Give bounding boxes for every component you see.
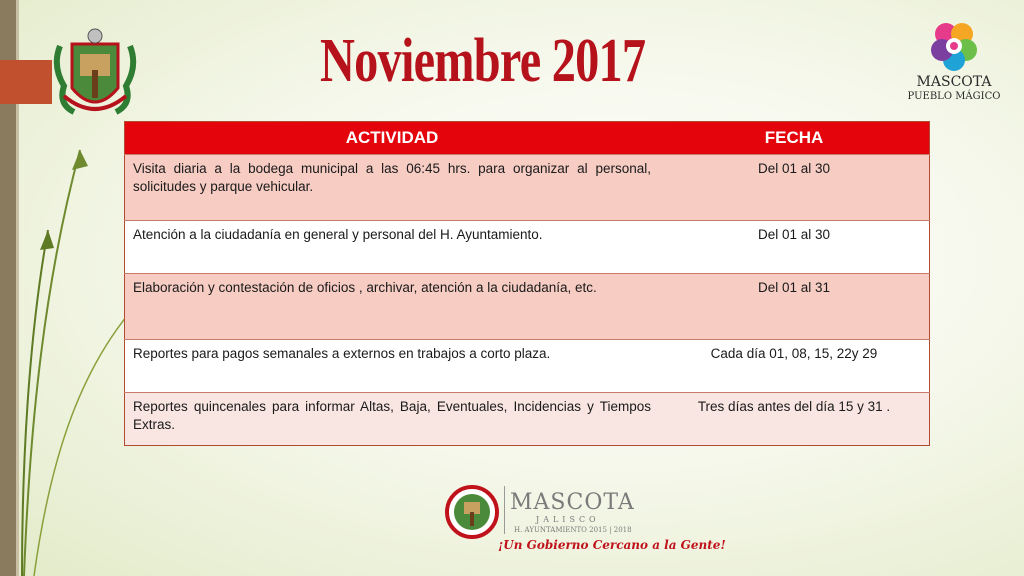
activity-column-header: ACTIVIDAD xyxy=(125,122,660,155)
table-row xyxy=(125,221,930,274)
footer-ayuntamiento-period: H. AYUNTAMIENTO 2015 | 2018 xyxy=(514,526,632,534)
table-row xyxy=(125,274,930,340)
table-header-row xyxy=(125,122,930,155)
date-column-header: FECHA xyxy=(659,122,930,155)
footer-municipality-name: MASCOTA xyxy=(510,490,635,515)
pueblo-magico-flower-icon xyxy=(906,16,1002,76)
footer-ayuntamiento-logo xyxy=(444,480,726,572)
footer-divider xyxy=(504,486,505,534)
activity-cell: Reportes para pagos semanales a externos en trabajos a corto plaza. xyxy=(125,340,660,393)
table-row xyxy=(125,155,930,221)
activity-cell: Atención a la ciudadanía en general y personal del H. Ayuntamiento. xyxy=(125,221,660,274)
date-cell: Del 01 al 31 xyxy=(659,274,930,340)
pueblo-magico-name: MASCOTA xyxy=(916,74,992,90)
table-row xyxy=(125,340,930,393)
footer-crest-icon xyxy=(444,484,500,540)
footer-slogan: ¡Un Gobierno Cercano a la Gente! xyxy=(498,538,726,552)
date-cell: Tres días antes del día 15 y 31 . xyxy=(659,393,930,446)
activity-cell: Visita diaria a la bodega municipal a las 06:45 hrs. para organizar al personal, solicitudes y parque vehicular. xyxy=(125,155,660,221)
page-title: Noviembre 2017 xyxy=(320,27,646,95)
activity-schedule-table xyxy=(124,121,930,446)
date-cell: Del 01 al 30 xyxy=(659,221,930,274)
activity-cell: Elaboración y contestación de oficios , archivar, atención a la ciudadanía, etc. xyxy=(125,274,660,340)
date-cell: Cada día 01, 08, 15, 22y 29 xyxy=(659,340,930,393)
date-cell: Del 01 al 30 xyxy=(659,155,930,221)
municipal-crest-logo xyxy=(50,26,140,118)
activity-cell: Reportes quincenales para informar Altas, Baja, Eventuales, Incidencias y Tiempos Extras. xyxy=(125,393,660,446)
pueblo-magico-logo xyxy=(906,16,1002,108)
footer-state-name: JALISCO xyxy=(536,515,600,524)
table-row xyxy=(125,393,930,446)
pueblo-magico-tagline: PUEBLO MÁGICO xyxy=(907,91,1001,102)
